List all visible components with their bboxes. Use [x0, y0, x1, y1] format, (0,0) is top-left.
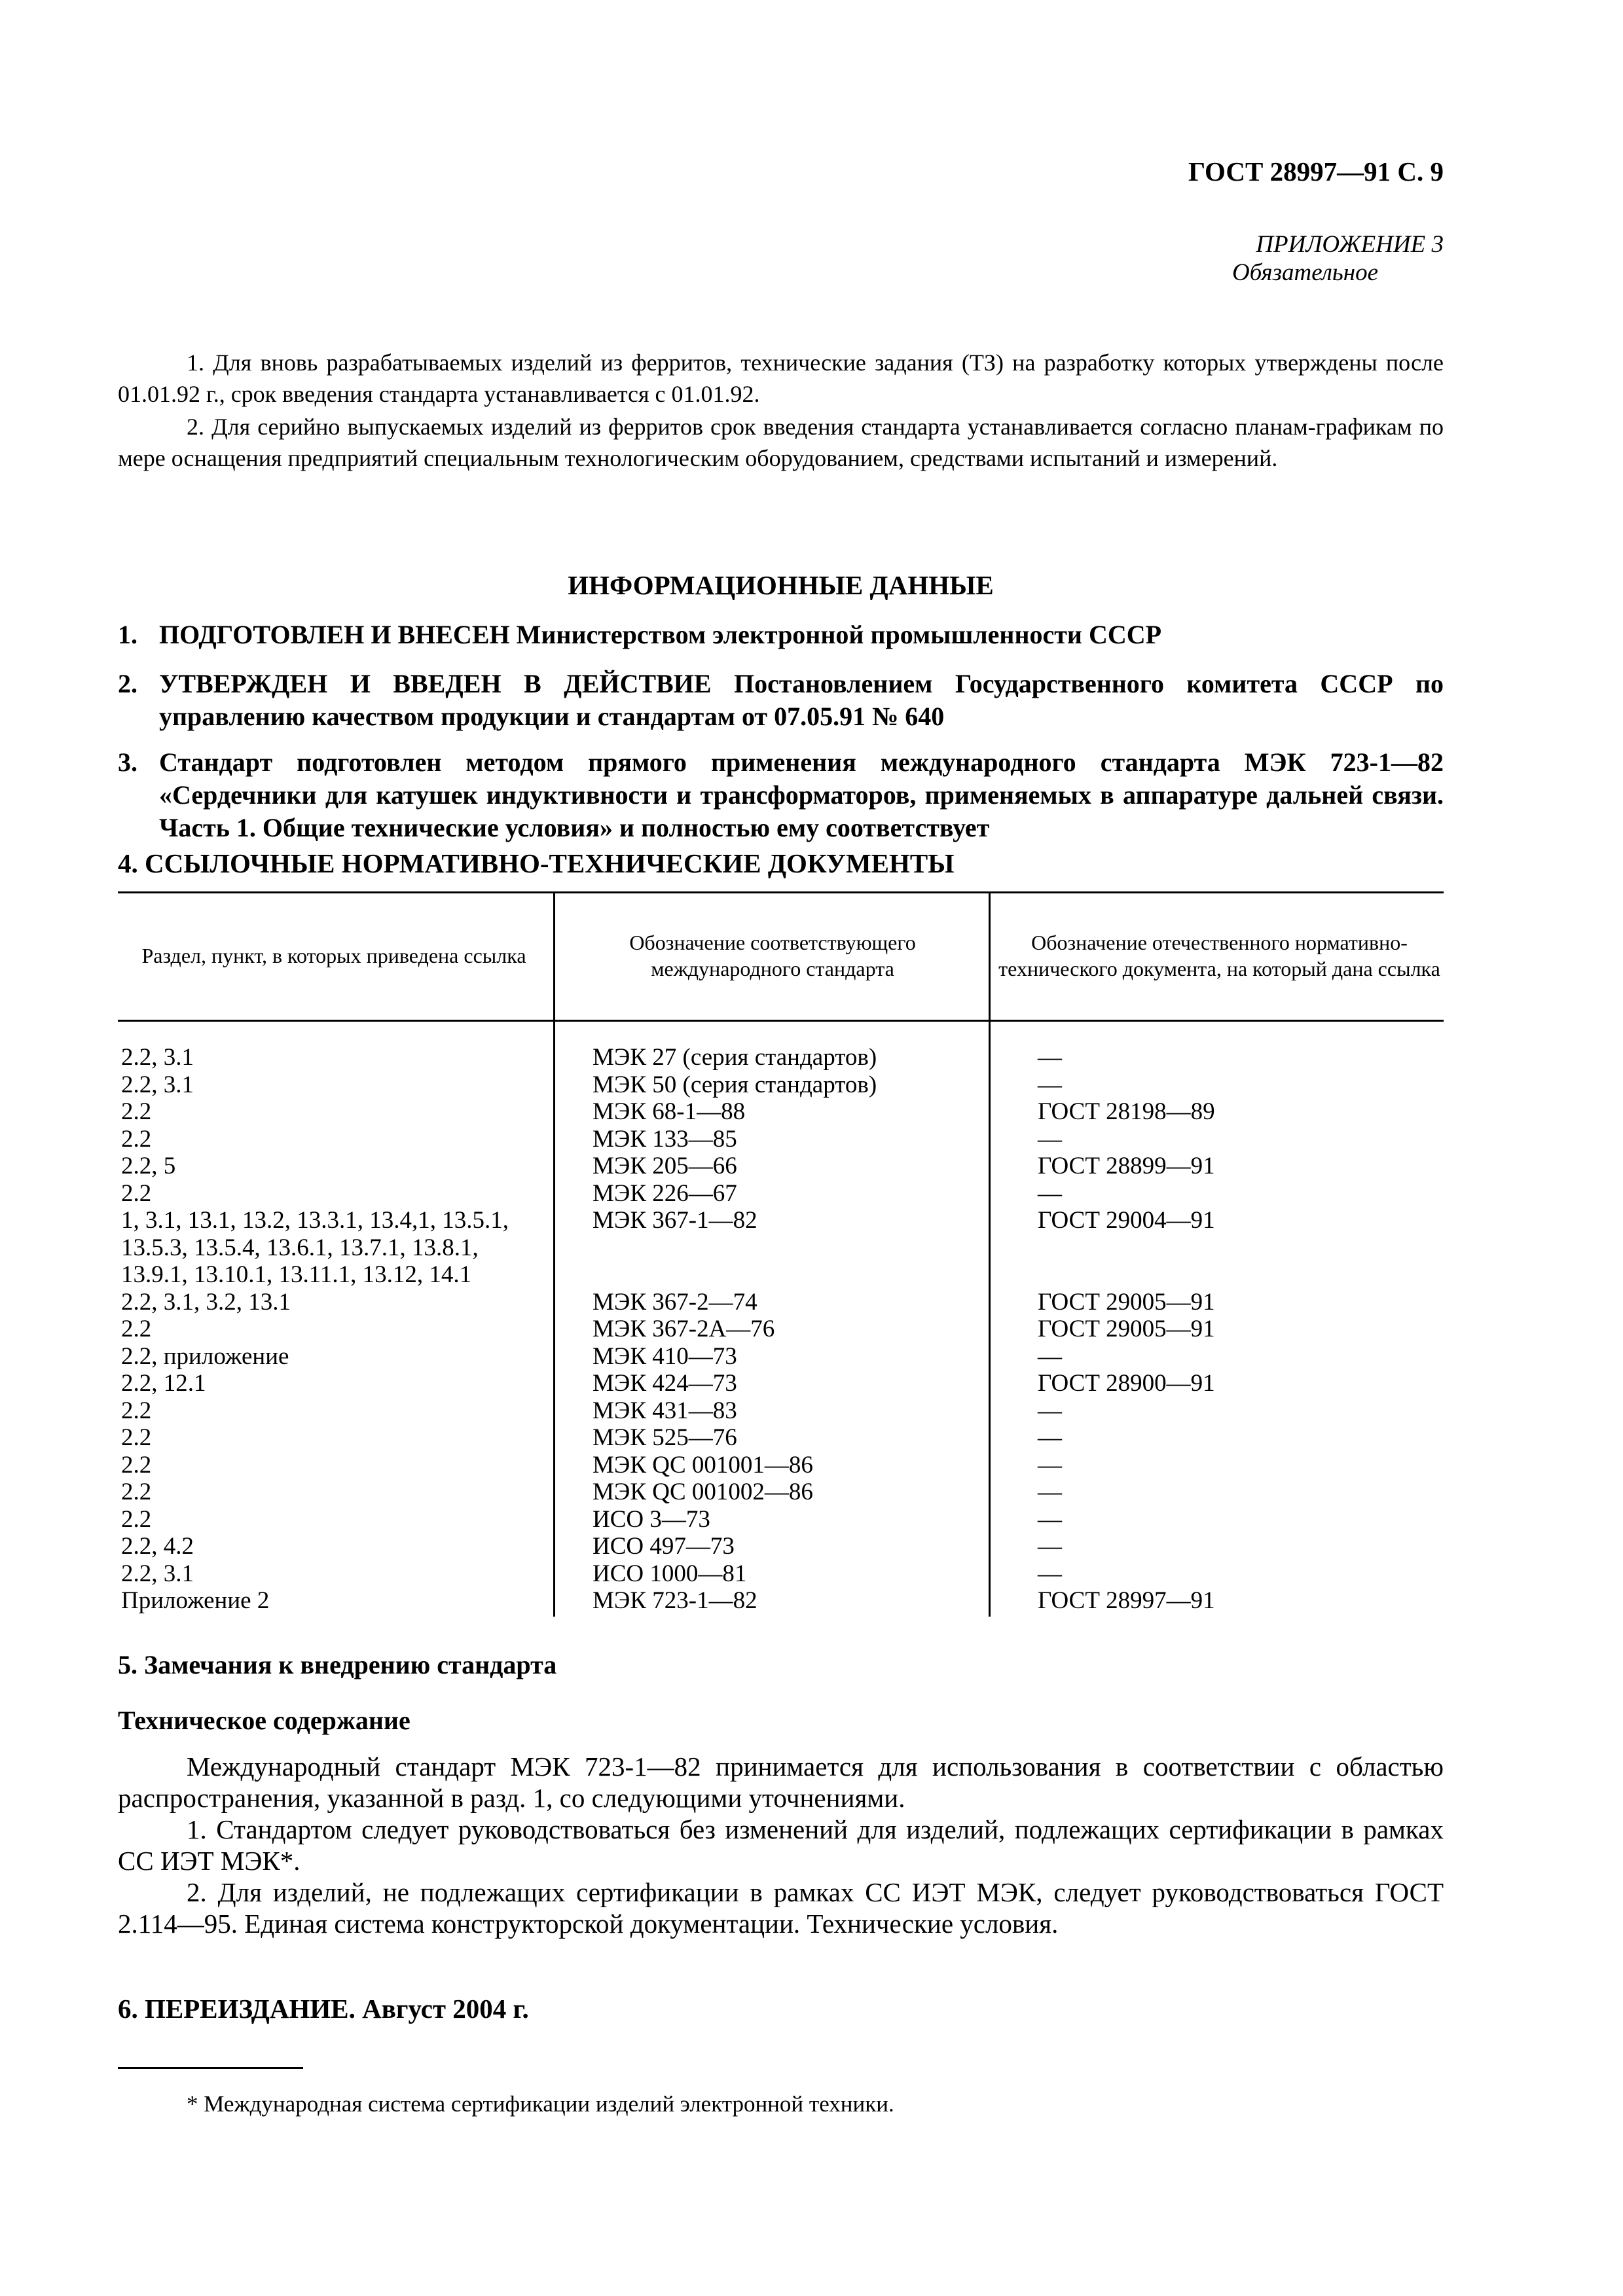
appendix-title: ПРИЛОЖЕНИЕ 3 — [1256, 231, 1444, 258]
appendix-status: Обязательное — [1231, 259, 1378, 286]
table-cell: МЭК 723-1—82 — [593, 1587, 757, 1614]
table-header-section: Раздел, пункт, в которых приведена ссылка — [141, 944, 526, 967]
info-item-2 — [118, 668, 1444, 733]
table-cell: МЭК 424—73 — [593, 1370, 737, 1397]
table-cell: — — [1038, 1125, 1062, 1153]
table-cell: 13.9.1, 13.10.1, 13.11.1, 13.12, 14.1 — [121, 1261, 472, 1288]
body-paragraph: 1. Стандартом следует руководствоваться без изменений для изделий, подлежащих сертификации в рамках СС ИЭТ МЭК*. — [118, 1814, 1444, 1876]
table-cell: ГОСТ 28997—91 — [1038, 1587, 1215, 1614]
document-page — [118, 0, 1444, 2296]
table-cell: 2.2 — [121, 1451, 152, 1479]
table-cell: 2.2, 12.1 — [121, 1370, 206, 1397]
table-cell: МЭК 133—85 — [593, 1125, 737, 1153]
table-cell: — — [1038, 1533, 1062, 1560]
table-column-national-docs — [1038, 1044, 1215, 1615]
table-cell: ИСО 497—73 — [593, 1533, 735, 1560]
table-cell: ГОСТ 29004—91 — [1038, 1207, 1215, 1234]
table-cell: МЭК 226—67 — [593, 1179, 737, 1207]
table-cell — [593, 1261, 877, 1289]
table-header-rule — [118, 1020, 1444, 1022]
item-text: Постановлением Государственного комитета СССР по управлению качеством продукции и стандартам от 07.05.91 № 640 — [159, 669, 1444, 731]
item-lead: УТВЕРЖДЕН И ВВЕДЕН В ДЕЙСТВИЕ — [159, 669, 712, 698]
table-cell: ГОСТ 28899—91 — [1038, 1153, 1215, 1179]
table-cell: Приложение 2 — [121, 1587, 270, 1614]
table-cell: 2.2 — [121, 1098, 152, 1125]
table-cell: МЭК QC 001002—86 — [593, 1479, 813, 1505]
table-cell: — — [1038, 1505, 1062, 1533]
table-cell — [1038, 1234, 1215, 1262]
table-cell: — — [1038, 1560, 1062, 1587]
table-cell: — — [1038, 1071, 1062, 1098]
item-number: 2. — [118, 669, 137, 698]
item-text: Стандарт подготовлен методом прямого применения международного стандарта МЭК 723-1—82 «Сердечники для катушек индуктивности и трансформаторов, применяемых в аппаратуре дальней связи. Часть 1. Общие технические условия» и полностью ему соответствует — [159, 747, 1444, 842]
table-divider-1 — [553, 891, 555, 1617]
item-number: 1. — [118, 620, 137, 649]
table-cell: ГОСТ 29005—91 — [1038, 1316, 1215, 1342]
body-paragraph: 2. Для изделий, не подлежащих сертификации в рамках СС ИЭТ МЭК, следует руководствоваться ГОСТ 2.114—95. Единая система конструкторской документации. Технические условия. — [118, 1877, 1444, 1939]
table-cell: 2.2, 5 — [121, 1153, 176, 1179]
table-cell: 2.2 — [121, 1316, 152, 1342]
table-cell: 2.2, 3.1 — [121, 1044, 194, 1071]
table-cell: МЭК QC 001001—86 — [593, 1451, 813, 1479]
section-6-title: 6. ПЕРЕИЗДАНИЕ. Август 2004 г. — [118, 1994, 529, 2024]
table-cell: МЭК 50 (серия стандартов) — [593, 1071, 877, 1098]
table-cell: — — [1038, 1479, 1062, 1505]
table-cell: МЭК 68-1—88 — [593, 1098, 746, 1125]
table-cell: ГОСТ 28900—91 — [1038, 1370, 1215, 1397]
table-cell: МЭК 525—76 — [593, 1424, 737, 1451]
table-cell: 13.5.3, 13.5.4, 13.6.1, 13.7.1, 13.8.1, — [121, 1234, 479, 1261]
table-header-intl-standard: Обозначение соответствующего международного стандарта — [629, 931, 916, 980]
intro-paragraph: 1. Для вновь разрабатываемых изделий из ферритов, технические задания (ТЗ) на разработку которых утверждены после 01.01.92 г., срок введения стандарта устанавливается с 01.01.92. — [118, 350, 1444, 407]
table-cell: МЭК 410—73 — [593, 1342, 737, 1370]
table-cell: — — [1038, 1342, 1062, 1370]
item-number: 4. — [118, 848, 138, 878]
table-cell: МЭК 367-2—74 — [593, 1288, 757, 1316]
section-5-body — [118, 1751, 1444, 1939]
table-cell: 2.2 — [121, 1479, 152, 1505]
table-cell: 2.2, 3.1 — [121, 1560, 194, 1587]
table-cell: — — [1038, 1179, 1062, 1207]
footnote-rule — [118, 2067, 303, 2069]
item-number: 3. — [118, 747, 137, 777]
table-column-intl-standards — [593, 1044, 877, 1615]
table-cell: 2.2 — [121, 1397, 152, 1424]
body-paragraph: Международный стандарт МЭК 723-1—82 принимается для использования в соответствии с областью распространения, указанной в разд. 1, со следующими уточнениями. — [118, 1751, 1444, 1813]
item-text: Министерством электронной промышленности СССР — [516, 620, 1162, 649]
table-column-sections — [121, 1044, 509, 1615]
section-5-subtitle: Техническое содержание — [118, 1706, 410, 1735]
table-cell: — — [1038, 1451, 1062, 1479]
table-cell — [593, 1234, 877, 1262]
table-cell: 2.2 — [121, 1125, 152, 1153]
table-cell: 2.2, 3.1, 3.2, 13.1 — [121, 1288, 291, 1316]
table-cell: МЭК 27 (серия стандартов) — [593, 1044, 877, 1071]
document-code: ГОСТ 28997—91 С. 9 — [1188, 156, 1444, 187]
table-cell: 2.2 — [121, 1505, 152, 1533]
table-top-rule — [118, 891, 1444, 893]
intro-paragraphs — [118, 347, 1444, 475]
table-cell: МЭК 205—66 — [593, 1153, 737, 1179]
table-cell: 1, 3.1, 13.1, 13.2, 13.3.1, 13.4,1, 13.5.1, — [121, 1207, 509, 1234]
table-cell: МЭК 367-1—82 — [593, 1207, 757, 1234]
table-cell: 2.2, 3.1 — [121, 1071, 194, 1098]
table-cell — [1038, 1261, 1215, 1289]
table-cell: 2.2 — [121, 1424, 152, 1451]
table-cell: МЭК 367-2А—76 — [593, 1316, 775, 1342]
info-item-4 — [118, 848, 955, 879]
table-cell: 2.2 — [121, 1179, 152, 1207]
table-cell: 2.2, приложение — [121, 1342, 289, 1370]
footnote: * Международная система сертификации изделий электронной техники. — [187, 2091, 894, 2117]
table-cell: МЭК 431—83 — [593, 1397, 737, 1424]
info-item-1 — [118, 619, 1444, 651]
info-data-title: ИНФОРМАЦИОННЫЕ ДАННЫЕ — [568, 570, 994, 600]
table-cell: — — [1038, 1044, 1062, 1071]
table-divider-2 — [989, 891, 991, 1617]
table-cell: ИСО 3—73 — [593, 1505, 710, 1533]
table-cell: — — [1038, 1424, 1062, 1451]
info-item-3 — [118, 746, 1444, 844]
table-cell: 2.2, 4.2 — [121, 1533, 194, 1560]
item-lead: ПОДГОТОВЛЕН И ВНЕСЕН — [159, 620, 510, 649]
refs-title-text: ССЫЛОЧНЫЕ НОРМАТИВНО-ТЕХНИЧЕСКИЕ ДОКУМЕНТЫ — [145, 848, 955, 878]
intro-paragraph: 2. Для серийно выпускаемых изделий из ферритов срок введения стандарта устанавливается согласно планам-графикам по мере оснащения предприятий специальным технологическим оборудованием, средствами испытаний и измерений. — [118, 414, 1444, 471]
section-5-title: 5. Замечания к внедрению стандарта — [118, 1650, 557, 1679]
table-cell: ГОСТ 29005—91 — [1038, 1288, 1215, 1316]
table-cell: — — [1038, 1397, 1062, 1424]
table-cell: ИСО 1000—81 — [593, 1560, 747, 1587]
table-header-national-doc: Обозначение отечественного нормативно-технического документа, на который дана ссылка — [998, 931, 1440, 980]
table-cell: ГОСТ 28198—89 — [1038, 1098, 1215, 1125]
